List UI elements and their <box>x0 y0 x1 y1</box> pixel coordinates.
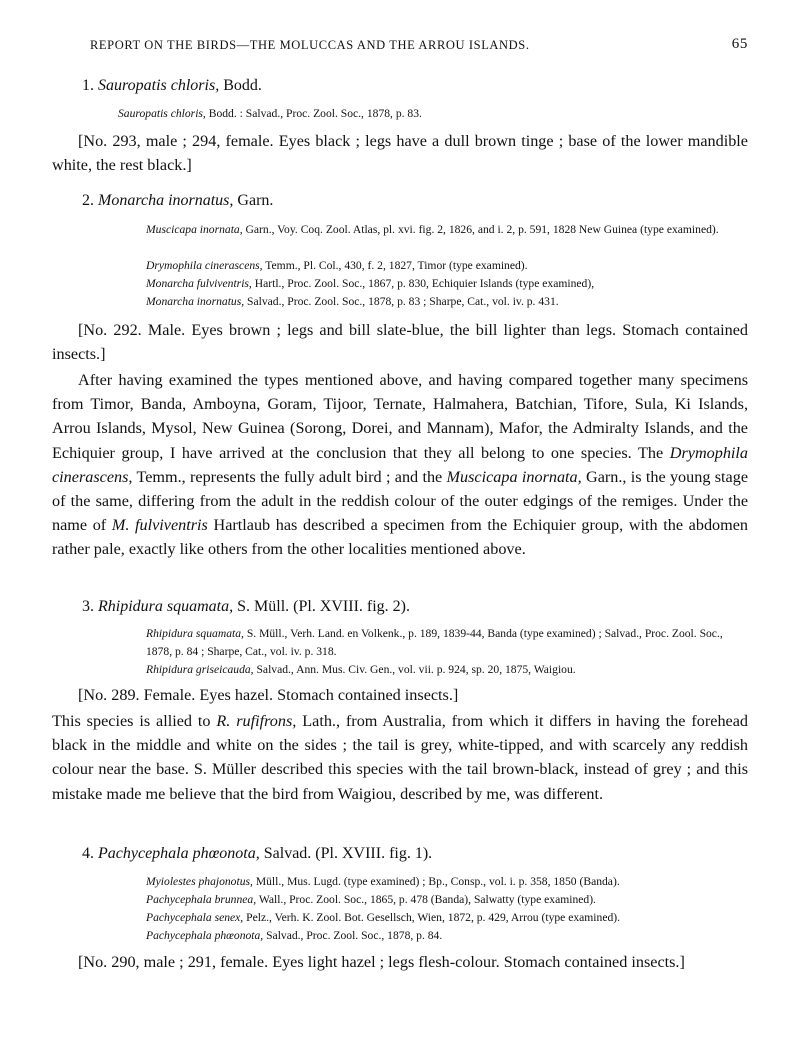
synonym-line <box>118 105 748 123</box>
synonym-name: Pachycephala brunnea, <box>146 893 257 906</box>
entry-heading <box>82 192 273 210</box>
synonym-reference: Salvad., Proc. Zool. Soc., 1878, p. 83 ; Sharpe, Cat., vol. iv. p. 431. <box>247 295 559 308</box>
text-run: This species is allied to <box>52 712 217 730</box>
species-name: Sauropatis chloris, <box>98 77 220 94</box>
synonym-reference: Temm., Pl. Col., 430, f. 2, 1827, Timor (type examined). <box>265 259 528 272</box>
entry-heading <box>82 845 432 863</box>
synonym-name: Rhipidura griseicauda, <box>146 663 254 676</box>
synonym-line <box>146 909 748 927</box>
text-run: Temm., represents the fully adult bird ; and the <box>132 467 447 486</box>
synonym-name: Sauropatis chloris, <box>118 107 206 120</box>
synonym-line <box>146 257 748 275</box>
specimen-note: [No. 293, male ; 294, female. Eyes black ; legs have a dull brown tinge ; base of the lower mandible white, the rest black.] <box>52 132 748 175</box>
synonym-name: Muscicapa inornata, <box>146 223 243 236</box>
text-run: After having examined the types mentioned above, and having compared together many specimens from Timor, Banda, Amboyna, Goram, Tijoor, Ternate, Halmahera, Batchian, Tifore, Sula, Ki Islands, Arrou Islands, Mysol, New Guinea (Sorong, Dorei, and Mannam), Mafor, the Admiralty Islands, and the Echiquier group, I have arrived at the conclusion that they all belong to one species. The <box>52 371 748 462</box>
species-author: Salvad. (Pl. XVIII. fig. 1). <box>263 845 433 862</box>
italic-run: R. rufifrons, <box>216 712 297 730</box>
synonym-line <box>146 625 748 661</box>
synonym-name: Rhipidura squamata, <box>146 627 244 640</box>
synonym-reference: Pelz., Verh. K. Zool. Bot. Gesellsch, Wien, 1872, p. 429, Arrou (type examined). <box>246 911 621 924</box>
synonym-line <box>146 873 748 891</box>
species-name: Rhipidura squamata, <box>98 598 234 615</box>
synonym-name: Pachycephala senex, <box>146 911 244 924</box>
synonym-line <box>146 891 748 909</box>
running-head-title: REPORT ON THE BIRDS—THE MOLUCCAS AND THE ARROU ISLANDS. <box>90 38 530 52</box>
synonym-reference: Hartl., Proc. Zool. Soc., 1867, p. 830, Echiquier Islands (type examined), <box>254 277 595 290</box>
synonym-name: Drymophila cinerascens, <box>146 259 263 272</box>
italic-run: M. fulviventris <box>111 516 208 535</box>
synonym-name: Monarcha inornatus, <box>146 295 245 308</box>
body-paragraph <box>52 368 748 562</box>
italic-run: Muscicapa inornata, <box>446 467 582 486</box>
entry-number: 1. <box>82 77 94 94</box>
synonym-name: Pachycephala phœonota, <box>146 929 264 942</box>
species-name: Monarcha inornatus, <box>98 192 234 209</box>
synonym-line <box>146 661 748 679</box>
synonym-reference: Garn., Voy. Coq. Zool. Atlas, pl. xvi. fig. 2, 1826, and i. 2, p. 591, 1828 New Guinea (type examined). <box>245 223 719 236</box>
entry-number: 4. <box>82 845 94 862</box>
page-number: 65 <box>731 36 748 52</box>
synonym-line <box>146 275 748 293</box>
italic-run: Drymophila cinerascens, <box>52 443 748 486</box>
species-author: Bodd. <box>223 77 262 94</box>
synonym-name: Monarcha fulviventris, <box>146 277 252 290</box>
synonym-reference: Bodd. : Salvad., Proc. Zool. Soc., 1878, p. 83. <box>208 107 422 120</box>
species-author: S. Müll. (Pl. XVIII. fig. 2). <box>237 598 411 615</box>
entry-heading <box>82 77 262 95</box>
synonym-reference: Salvad., Proc. Zool. Soc., 1878, p. 84. <box>266 929 443 942</box>
synonym-name: Myiolestes phajonotus, <box>146 875 253 888</box>
species-author: Garn. <box>237 192 274 209</box>
synonym-reference: Müll., Mus. Lugd. (type examined) ; Bp., Consp., vol. i. p. 358, 1850 (Banda). <box>255 875 620 888</box>
synonym-line <box>146 221 748 239</box>
entry-number: 2. <box>82 192 94 209</box>
entry-heading <box>82 598 410 616</box>
specimen-note: [No. 290, male ; 291, female. Eyes light hazel ; legs flesh-colour. Stomach contained insects.] <box>78 953 685 971</box>
entry-number: 3. <box>82 598 94 615</box>
species-name: Pachycephala phœonota, <box>98 845 260 862</box>
specimen-note: [No. 289. Female. Eyes hazel. Stomach contained insects.] <box>78 686 459 704</box>
synonym-reference: Wall., Proc. Zool. Soc., 1865, p. 478 (Banda), Salwatty (type examined). <box>258 893 596 906</box>
text-run: Hartlaub has described a specimen from the Echiquier group, with the abdomen rather pale, exactly like others from the other localities mentioned above. <box>52 516 749 559</box>
text-run: Lath., from Australia, from which it differs in having the forehead black in the middle and white on the sides ; the tail is grey, white-tipped, and with scarcely any reddish colour near the base. S. Müller described this species with the tail brown-black, instead of grey ; and this mistake made me believe that the bird from Waigiou, described by me, was different. <box>52 712 749 803</box>
synonym-line <box>146 927 748 945</box>
synonym-line <box>146 293 748 311</box>
synonym-reference: S. Müll., Verh. Land. en Volkenk., p. 189, 1839-44, Banda (type examined) ; Salvad., Proc. Zool. Soc., 1878, p. 84 ; Sharpe, Cat., vol. iv. p. 318. <box>146 627 723 658</box>
text-run: Garn., is the young stage of the same, differing from the adult in the reddish colour of the outer edgings of the remiges. Under the name of <box>52 467 749 535</box>
specimen-note: [No. 292. Male. Eyes brown ; legs and bill slate-blue, the bill lighter than legs. Stomach contained insects.] <box>52 321 748 364</box>
synonym-reference: Salvad., Ann. Mus. Civ. Gen., vol. vii. p. 924, sp. 20, 1875, Waigiou. <box>256 663 576 676</box>
body-paragraph <box>52 709 748 806</box>
